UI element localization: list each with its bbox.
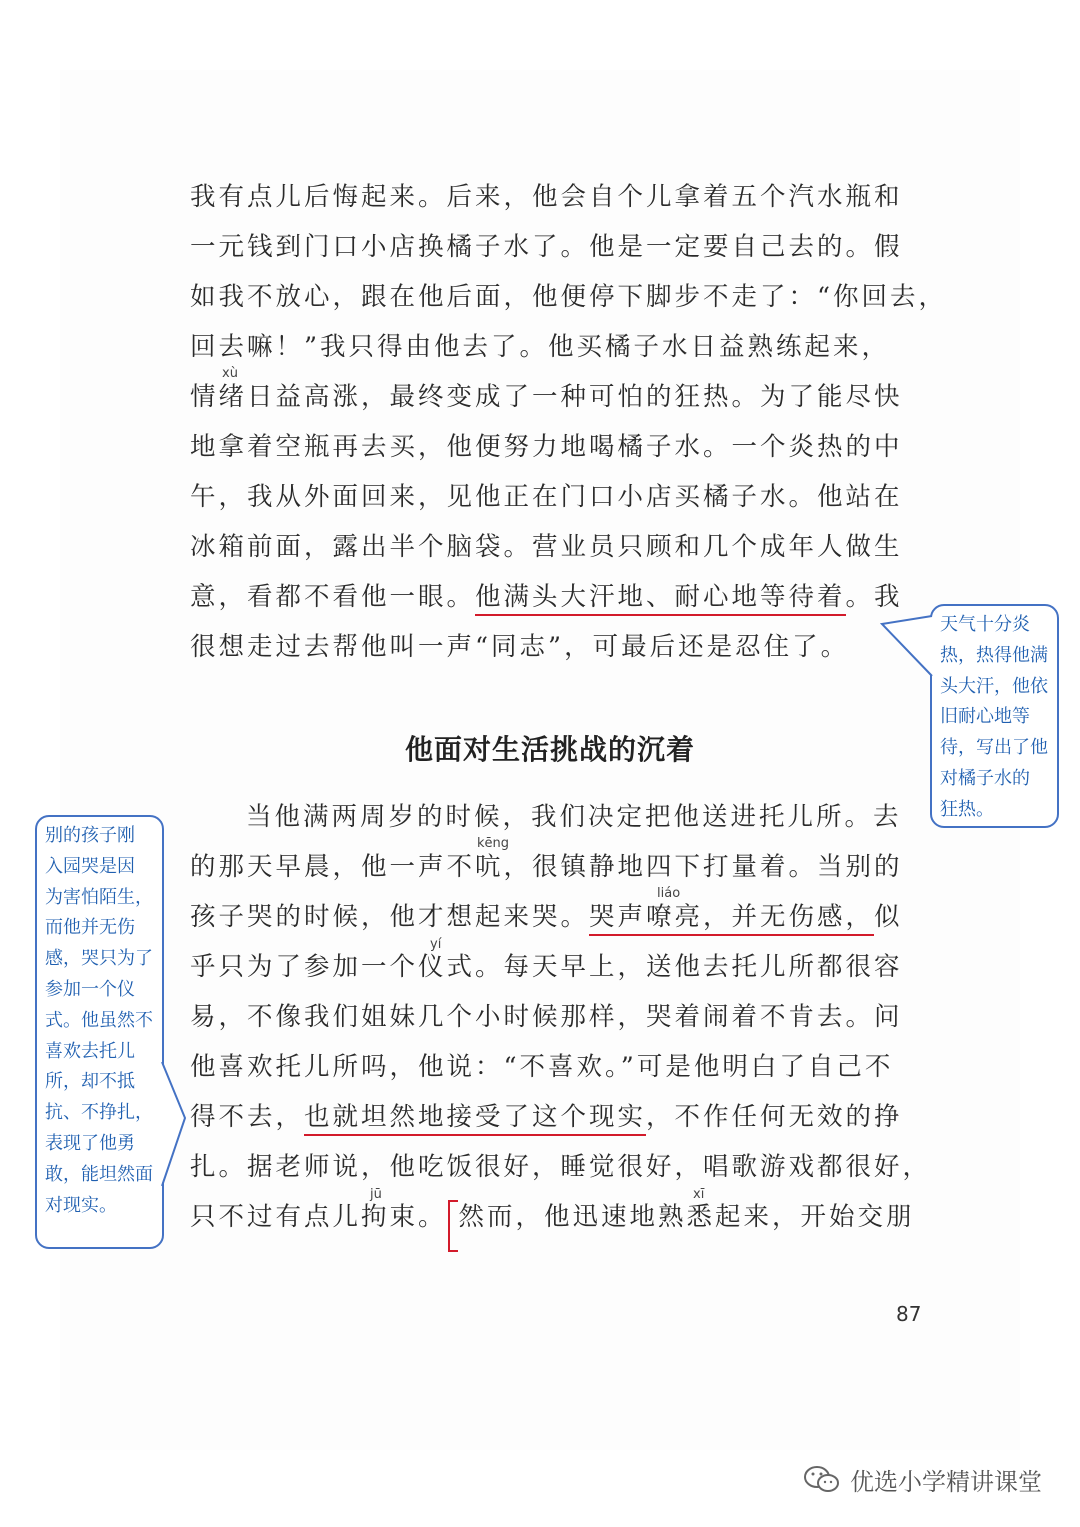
pinyin-keng: kēng (477, 836, 510, 851)
note-line: 敢，能坦然面 (45, 1163, 153, 1185)
text-line: 易，不像我们姐妹几个小时候那样，哭着闹着不肯去。问 (190, 1002, 903, 1032)
note-line: 喜欢去托儿 (45, 1040, 135, 1062)
note-line: 旧耐心地等 (940, 706, 1030, 728)
text-line: 当他满两周岁的时候，我们决定把他送进托儿所。去 (246, 802, 902, 832)
wechat-icon (802, 1464, 842, 1496)
note-line: 别的孩子刚 (45, 825, 135, 846)
text-line (190, 580, 903, 614)
note-line: 式。他虽然不 (45, 1009, 153, 1031)
page-number: 87 (896, 1302, 922, 1326)
text-line: 我有点儿后悔起来。后来，他会自个儿拿着五个汽水瓶和 (190, 182, 903, 212)
text-segment: 意，看都不看他一眼。 (190, 582, 476, 612)
underlined-sentence: 也就坦然地接受了这个现实 (304, 1102, 646, 1136)
watermark (802, 1462, 1042, 1497)
underlined-sentence: 哭声嘹亮，并无伤感， (589, 902, 874, 936)
watermark-text: 优选小学精讲课堂 (850, 1468, 1042, 1496)
text-segment: ，不作任何无效的挣 (646, 1102, 903, 1132)
pinyin-liao: liáo (657, 886, 681, 901)
annotation-right (930, 604, 1059, 828)
text-line: 一元钱到门口小店换橘子水了。他是一定要自己去的。假 (190, 232, 903, 262)
note-line: 狂热。 (940, 798, 994, 820)
note-line: 热，热得他满 (940, 644, 1048, 666)
pinyin-xi: xī (693, 1187, 705, 1202)
text-line: 的那天早晨，他一声不吭，很镇静地四下打量着。当别的 (190, 852, 903, 882)
note-line: 感，哭只为了 (45, 948, 153, 970)
annotation-right-pointer (880, 612, 934, 682)
text-line (190, 1100, 903, 1134)
text-line: 午，我从外面回来，见他正在门口小店买橘子水。他站在 (190, 482, 903, 512)
note-line: 对现实。 (45, 1194, 117, 1216)
text-segment: 然而，他迅速地熟悉起来，开始交朋 (458, 1202, 915, 1232)
text-segment: 得不去， (190, 1102, 305, 1132)
underlined-sentence: 他满头大汗地、耐心地等待着 (475, 582, 846, 616)
note-line: 为害怕陌生， (45, 886, 153, 908)
note-line: 待，写出了他 (940, 737, 1048, 759)
note-line: 入园哭是因 (45, 855, 135, 877)
pinyin-ju: jū (370, 1187, 382, 1202)
annotation-left-pointer (161, 1060, 187, 1190)
text-segment: 只不过有点儿拘束。 (190, 1202, 447, 1232)
note-line: 抗、不挣扎， (45, 1102, 153, 1124)
note-line: 头大汗，他依 (940, 675, 1048, 697)
text-segment: 。我 (845, 582, 903, 612)
note-line: 而他并无伤 (45, 917, 135, 939)
text-line: 情绪日益高涨，最终变成了一种可怕的狂热。为了能尽快 (190, 382, 903, 412)
section-heading: 他面对生活挑战的沉着 (405, 733, 696, 766)
note-line: 对橘子水的 (940, 767, 1030, 789)
text-line: 他喜欢托儿所吗，他说：“不喜欢。”可是他明白了自己不 (190, 1052, 894, 1082)
text-line: 乎只为了参加一个仪式。每天早上，送他去托儿所都很容 (190, 952, 903, 982)
text-line (190, 1200, 915, 1234)
text-segment: 孩子哭的时候，他才想起来哭。 (190, 902, 590, 932)
note-line: 所，却不抵 (45, 1071, 135, 1093)
text-segment: 似 (874, 902, 903, 932)
text-line: 冰箱前面，露出半个脑袋。营业员只顾和几个成年人做生 (190, 532, 903, 562)
red-bracket-mark (448, 1200, 458, 1252)
text-line: 地拿着空瓶再去买，他便努力地喝橘子水。一个炎热的中 (190, 432, 903, 462)
text-line: 很想走过去帮他叫一声“同志”，可最后还是忍住了。 (190, 632, 850, 662)
note-line: 天气十分炎 (940, 614, 1030, 635)
pinyin-yi: yí (430, 937, 442, 952)
note-line: 参加一个仪 (45, 978, 135, 1000)
text-line: 回去嘛！”我只得由他去了。他买橘子水日益熟练起来， (190, 332, 891, 362)
pinyin-xu: xù (222, 366, 238, 381)
text-line: 如我不放心，跟在他后面，他便停下脚步不走了：“你回去， (190, 282, 948, 312)
text-line (190, 900, 903, 934)
text-line: 扎。据老师说，他吃饭很好，睡觉很好，唱歌游戏都很好， (190, 1152, 932, 1182)
note-line: 表现了他勇 (45, 1132, 135, 1154)
annotation-left (35, 815, 164, 1249)
